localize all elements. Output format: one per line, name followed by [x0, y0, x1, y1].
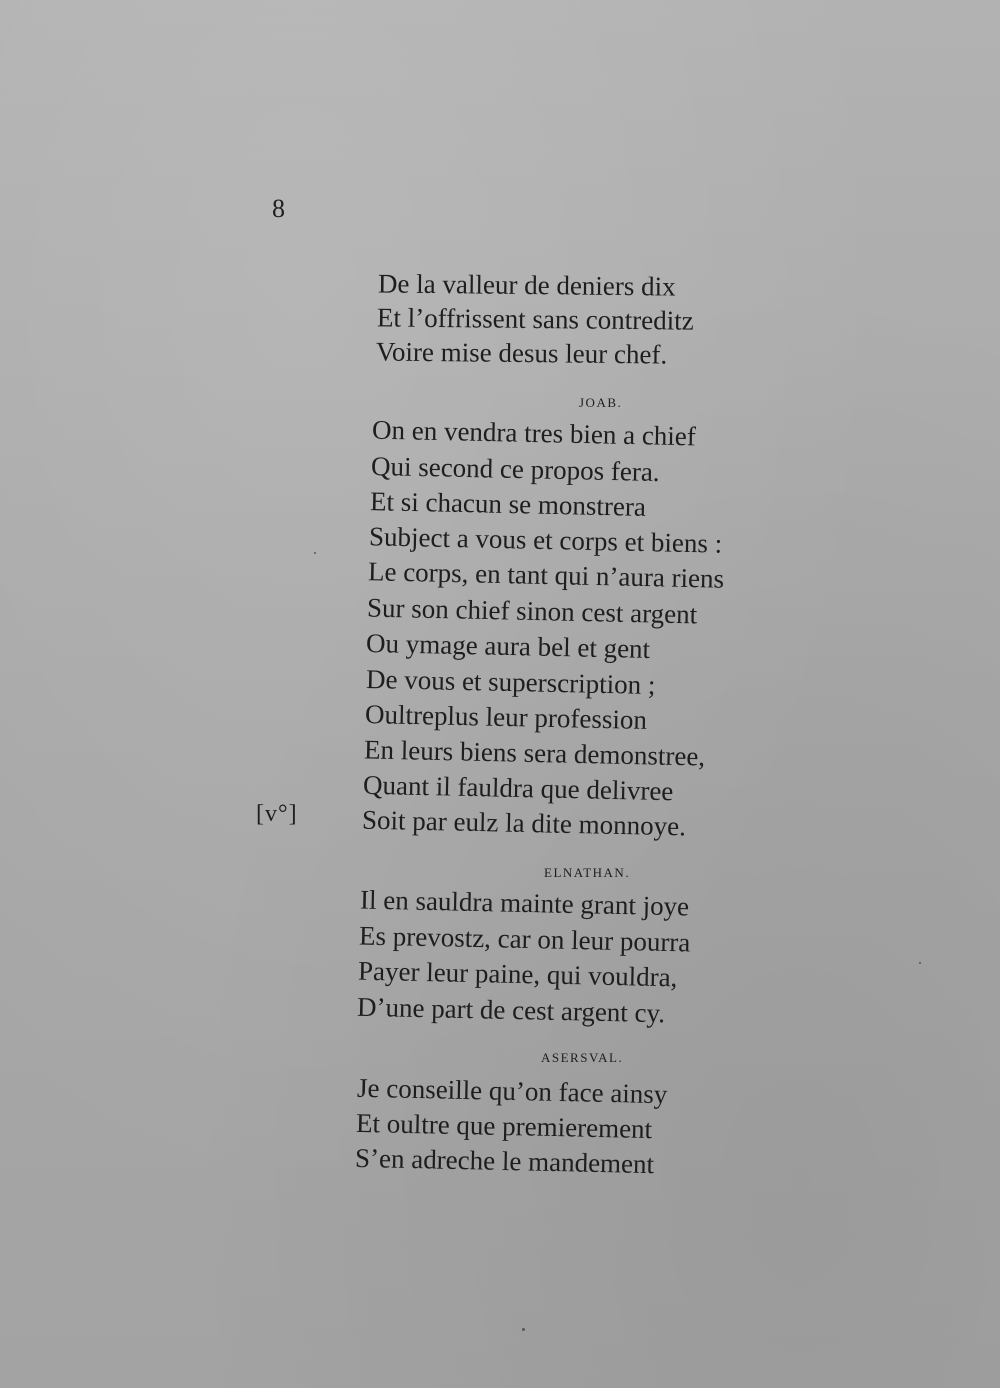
paper-speck — [522, 1328, 525, 1331]
verse-line: Quant il fauldra que delivree — [362, 769, 674, 807]
verse-line: En leurs biens sera demonstree, — [363, 734, 706, 772]
verse-line: Il en sauldra mainte grant joye — [359, 884, 690, 922]
verse-line: Oultreplus leur profession — [364, 699, 648, 735]
verse-line: S’en adreche le mandement — [354, 1142, 655, 1180]
verse-line: Payer leur paine, qui vouldra, — [357, 955, 678, 993]
margin-note-verso: [v°] — [256, 801, 298, 827]
verse-line: Subject a vous et corps et biens : — [368, 521, 723, 559]
speaker-name: ASERSVAL. — [541, 1050, 624, 1065]
verse-line: De la valleur de deniers dix — [377, 268, 676, 302]
verse-line: On en vendra tres bien a chief — [371, 414, 697, 452]
speaker-name: JOAB. — [579, 395, 623, 410]
verse-line: Qui second ce propos fera. — [370, 450, 660, 488]
paper-speck — [314, 552, 316, 554]
paper-speck — [919, 962, 921, 964]
verse-line: Ou ymage aura bel et gent — [365, 628, 651, 664]
verse-line: Voire mise desus leur chef. — [375, 336, 668, 370]
verse-line: Et si chacun se monstrera — [369, 486, 647, 522]
verse-line: Soit par eulz la dite monnoye. — [361, 804, 687, 842]
verse-line: De vous et superscription ; — [365, 663, 656, 701]
verse-line: Es prevostz, car on leur pourra — [358, 920, 691, 958]
verse-line: Le corps, en tant qui n’aura riens — [367, 556, 725, 594]
verse-line: Je conseille qu’on face ainsy — [356, 1072, 668, 1110]
verse-line: Sur son chief sinon cest argent — [366, 592, 698, 630]
verse-line: D’une part de cest argent cy. — [356, 991, 666, 1029]
page-number: 8 — [272, 194, 285, 223]
verse-line: Et oultre que premierement — [355, 1107, 653, 1145]
speaker-name: ELNATHAN. — [544, 865, 631, 880]
verse-line: Et l’offrissent sans contreditz — [376, 302, 694, 336]
